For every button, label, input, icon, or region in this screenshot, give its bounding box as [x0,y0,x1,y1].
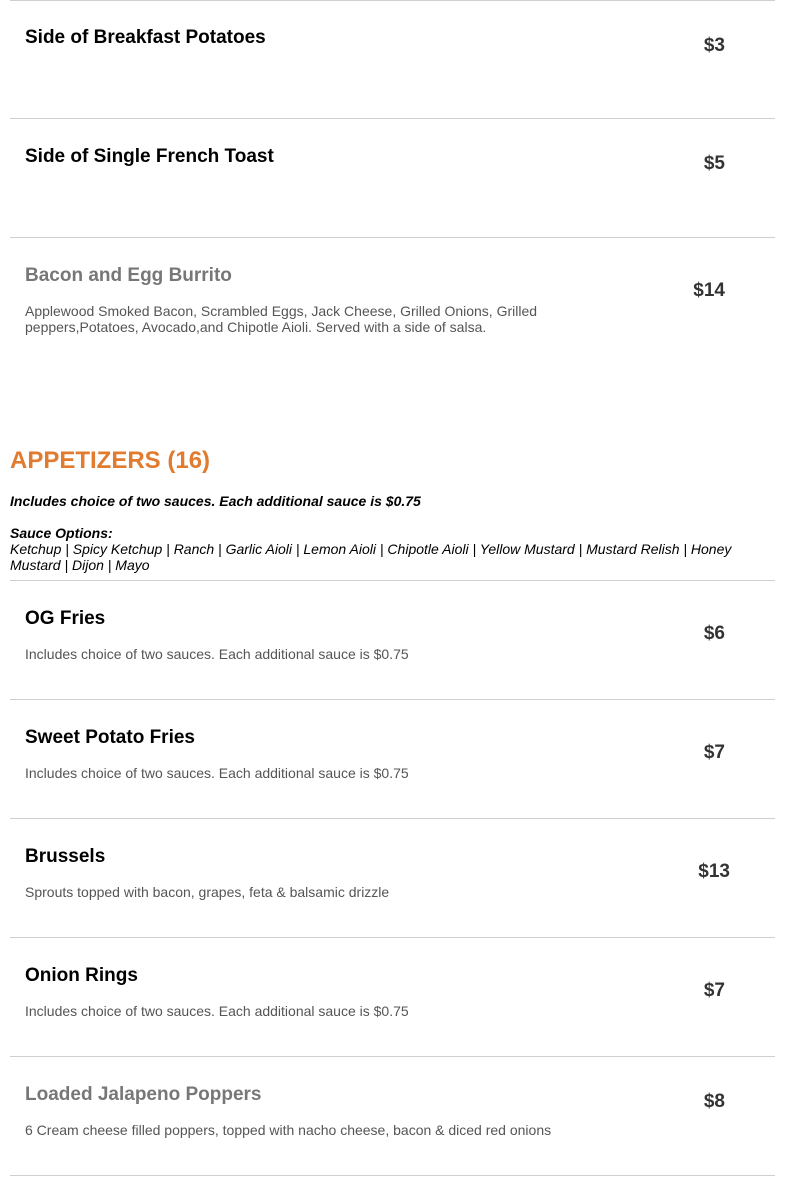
menu-item[interactable] [10,237,775,417]
section-title: APPETIZERS (16) [10,447,211,474]
item-description: Includes choice of two sauces. Each additional sauce is $0.75 [25,1003,409,1019]
item-price: $3 [703,35,725,56]
item-name: OG Fries [25,608,106,629]
item-name: Sweet Potato Fries [25,727,195,748]
item-description: Includes choice of two sauces. Each additional sauce is $0.75 [25,765,409,781]
item-name: Side of Breakfast Potatoes [25,27,266,48]
sauce-options-label: Sauce Options: [10,525,113,541]
item-price: $7 [703,980,725,1001]
menu-item[interactable] [10,118,775,237]
menu-item[interactable] [10,580,775,700]
item-description: 6 Cream cheese filled poppers, topped with nacho cheese, bacon & diced red onions [25,1122,552,1138]
menu-item[interactable] [10,699,775,819]
sauce-options-list: Ketchup | Spicy Ketchup | Ranch | Garlic Aioli | Lemon Aioli | Chipotle Aioli | Yellow Mustard | Mustard Relish | Honey Mustard | Dijon | Mayo [10,541,732,573]
item-description: Applewood Smoked Bacon, Scrambled Eggs, Jack Cheese, Grilled Onions, Grilled peppers,Potatoes, Avocado,and Chipotle Aioli. Served with a side of salsa. [25,303,538,335]
item-price: $13 [698,861,730,882]
item-price: $7 [703,742,725,763]
section-note: Includes choice of two sauces. Each additional sauce is $0.75 [10,493,421,509]
item-name: Brussels [25,846,106,867]
menu-item[interactable] [10,818,775,938]
item-name: Loaded Jalapeno Poppers [25,1084,262,1105]
menu-item[interactable] [10,1056,775,1176]
item-price: $14 [693,280,725,301]
item-name: Bacon and Egg Burrito [25,265,232,286]
item-price: $5 [703,153,725,174]
item-price: $8 [703,1091,725,1112]
item-name: Onion Rings [25,965,138,986]
item-description: Sprouts topped with bacon, grapes, feta & balsamic drizzle [25,884,390,900]
item-description: Includes choice of two sauces. Each additional sauce is $0.75 [25,646,409,662]
item-price: $6 [703,623,725,644]
item-name: Side of Single French Toast [25,146,274,167]
menu-item[interactable] [10,0,775,119]
menu-item[interactable] [10,937,775,1057]
